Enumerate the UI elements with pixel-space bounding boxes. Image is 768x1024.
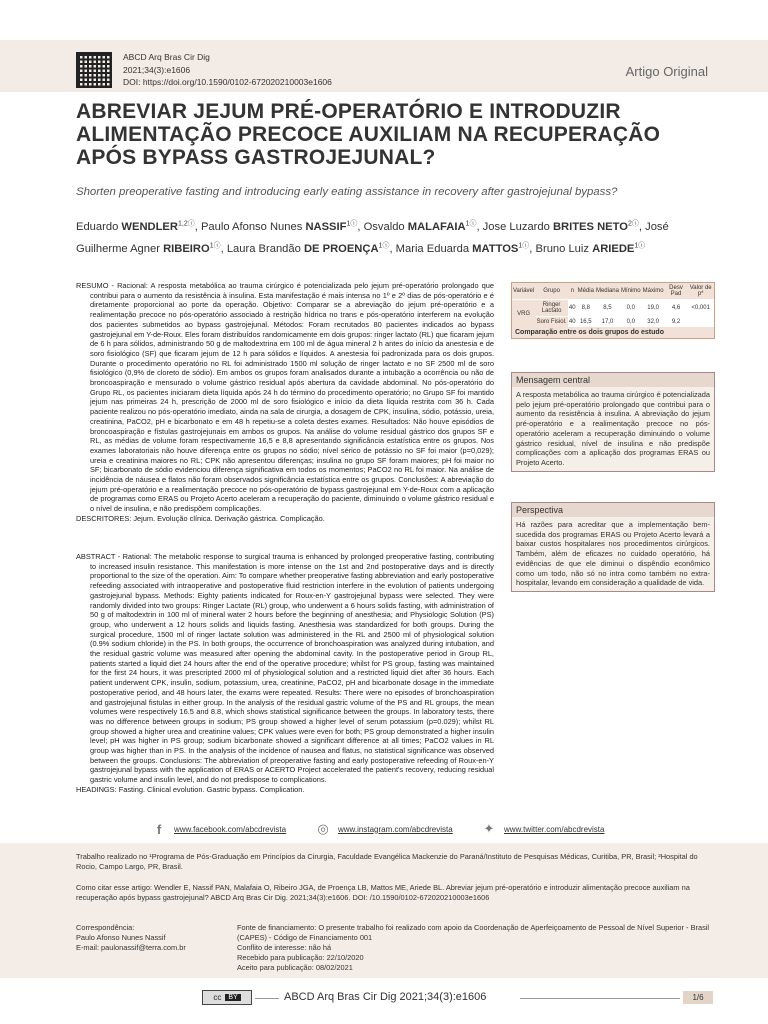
journal-meta: [123, 51, 332, 89]
orcid-icon[interactable]: ⓘ: [631, 220, 639, 227]
orcid-icon[interactable]: ⓘ: [469, 220, 477, 227]
correspondencia: Correspondência: Paulo Afonso Nunes Nassif E-mail: paulonassif@terra.com.br: [76, 923, 226, 953]
author: Maria Eduarda $MATTOS^{1ⓘ}$,: [395, 242, 536, 256]
results-table: [512, 283, 714, 327]
resumo-text: RESUMO - Racional: A resposta metabólica ao trauma cirúrgico é potencializada pelo jejum pré-operatório prolongado que contribui para o aumento da resistência à insulina. Esta manifestação é mais intensa no 1º e 2º dias de pós-operatório e é diretamente proporcional ao porte da operação. Objetivo: Comparar se a abreviação do jejum pré-operatório e a realimentação precoce no pós-operatório associado à restrição hídrica no trans e pós-operatório interferem na evolução dos pacientes submetidos ao bypass gastrojejunal. Métodos: Foram recrutados 80 pacientes indicados ao bypass gastrojejunal em Y-de-Roux. Eles foram distribuídos randomicamente em dois grupos: ringer lactato (RL) que ficaram jejum de 6 h para sólidos, administrando 50 g de maltodextrina em 100 ml de água mineral 2 h antes do início da anestesia e de soro fisiológico (SF) que ficaram jejum de 12 h para sólidos e líquidos. A anestesia foi padronizada para os dois grupos. Durante o procedimento operatório no RL foi administrado 1500 ml solução de ringer lactato e no SF 2500 ml de soro fisiológico (0,9% de cloreto de sódio). Em ambos os grupos foram analisados durante a intubação a ocorrência ou não de broncoaspiração e mensurado o volume gástrico residual após abertura da cavidade abdominal. No pós-operatório do Grupo RL, os pacientes iniciaram dieta líquida após 24 h do término do procedimento operatório; no Grupo SF foi mantido jejum nas primeiras 24 h, prescrição de 2000 ml de soro fisiológico e início da dieta líquida restrita com 36 h. Cada paciente realizou no pós-operatório imediato, ainda na sala de cirurgia, a dosagem de CPK, insulina, sódio, potássio, ureia, creatinina, PaCO2, pH e bicarbonato e em 48 h repetiu-se a coleta destes exames. Resultados: Não houve episódios de broncoaspiração e fístulas gastrojejunais em ambos os grupos. Na análise do volume residual gástrico dos grupos SF e RL, as médias de volume foram respectivamente 16,5 e 8,8 apresentando significância estatística entre os grupos. Nos exames laboratoriais não houve diferença entre os grupos no sódio; nível sérico de potássio no SF foi maior (p=0,029); ureia e creatinina maiores no RL; CPK não apresentou diferenças; insulina no grupo SF foram maiores; pH foi maior no SF; bicarbonato de sódio evidenciou diferença significativa em todos os momentos; PaCO2 no RL foi maior. Na análise de incidência de náusea e flatos não foram observados significância estatística entre os grupos. Conclusões: A abreviação do jejum pré-operatório e a realimentação precoce no pós-operatório de bypass gastrojejunal em Y-de-Roux com a aplicação de programas como ERAS ou Projeto Acerto aceleram a recuperação do paciente, diminuindo o volume gástrico residual e o nível de insulina, e não predispõem complicações.: [76, 281, 494, 514]
author: José Guilherme Agner $RIBEIRO^{1ⓘ}$,: [76, 220, 669, 256]
facebook-icon: f: [156, 821, 162, 837]
page-number: 1/6: [683, 991, 713, 1004]
cc-by-license-icon[interactable]: cc BY: [202, 990, 252, 1005]
author: Bruno Luiz $ARIEDE^{1ⓘ}$: [535, 242, 646, 256]
orcid-icon[interactable]: ⓘ: [350, 220, 358, 227]
author: Laura Brandão DE $PROENÇA^{1ⓘ}$,: [226, 242, 396, 256]
doi-link[interactable]: DOI: https://doi.org/10.1590/0102-672020210003e1606: [123, 77, 332, 87]
orcid-icon[interactable]: ⓘ: [638, 242, 646, 250]
mensagem-central-title: Mensagem central: [512, 373, 714, 387]
orcid-icon[interactable]: ⓘ: [522, 242, 530, 250]
qr-code-icon[interactable]: [76, 52, 112, 88]
perspectiva-box: [511, 502, 715, 592]
instagram-icon: ◎: [317, 821, 329, 836]
author: Osvaldo $MALAFAIA^{1ⓘ}$,: [363, 220, 483, 233]
perspectiva-title: Perspectiva: [512, 503, 714, 517]
headings: HEADINGS: Fasting. Clinical evolution. Gastric bypass. Complication.: [76, 784, 305, 794]
table-row: VRG Ringer Lactato 40 8,8 8,5 0,0 19,0 4,6 <0,001: [512, 300, 714, 317]
descritores: DESCRITORES: Jejum. Evolução clínica. Derivação gástrica. Complicação.: [76, 513, 325, 523]
abstract-section: [76, 552, 494, 795]
table-caption: Comparação entre os dois grupos do estudo: [512, 327, 714, 338]
twitter-icon: ✦: [483, 821, 495, 836]
mensagem-central-text: A resposta metabólica ao trauma cirúrgico é potencializada pelo jejum pré-operatório prolongado que contribui para o aumento da resistência à insulina. A abreviação do jejum pré-operatório e a realimentação precoce no pós-operatório aceleram a recuperação diminuindo o volume gástrico residual, nível de insulina e não predispõe complicações com a aplicação dos programas ERAS ou Projeto Acerto.: [512, 387, 714, 471]
corr-email[interactable]: E-mail: paulonassif@terra.com.br: [76, 943, 186, 952]
article-title: ABREVIAR JEJUM PRÉ-OPERATÓRIO E INTRODUZIR ALIMENTAÇÃO PRECOCE AUXILIAM NA RECUPERAÇÃO APÓS BYPASS GASTROJEJUNAL?: [76, 100, 661, 169]
article-subtitle: Shorten preoperative fasting and introducing early eating assistance in recovery after gastrojejunal bypass?: [76, 186, 618, 198]
author: Jose Luzardo BRITES $NETO^{2ⓘ}$,: [482, 220, 646, 233]
orcid-icon[interactable]: ⓘ: [382, 242, 390, 250]
author: Eduardo $WENDLER^{1,2ⓘ}$,: [76, 220, 201, 233]
journal-volume: 2021;34(3):e1606: [123, 64, 191, 75]
table-header-row: Variável Grupo n Média Mediana Mínimo Máximo Desv Pad Valor de p*: [513, 285, 712, 297]
section-label: Artigo Original: [625, 64, 708, 79]
author-list: [76, 214, 716, 259]
perspectiva-text: Há razões para acreditar que a implementação bem-sucedida dos programas ERAS ou Projeto Acerto levará a baixar custos hospitalares nos procedimentos cirúrgicos. Também, além de eficazes no cuidado operatório, há evidências de que ele diminui o dispêndio econômico como um todo, não só no intra como também no extra-hospitalar, levando em consideração a qualidade de vida.: [512, 517, 714, 591]
journal-short: ABCD Arq Bras Cir Dig: [123, 52, 210, 62]
trabalho-realizado: Trabalho realizado no ¹Programa de Pós-Graduação em Princípios da Cirurgia, Faculdade Evangélica Mackenzie do Paraná/Instituto de Pesquisas Médicas, Curitiba, PR, Brasil; ²Hospital do Rocio, Campo Largo, PR, Brasil.: [76, 852, 698, 871]
divider: [255, 998, 279, 999]
funding-info: Fonte de financiamento: O presente trabalho foi realizado com apoio da Coordenação de Aperfeiçoamento de Pessoal de Nível Superior - Brasil (CAPES) - Código de Financiamento 001 Conflito de interesse: não há Recebido para publicação: 22/10/2020 Aceito para publicação: 08/02/2021: [237, 923, 710, 972]
instagram-link[interactable]: ◎ www.instagram.com/abcdrevista: [314, 816, 453, 842]
orcid-icon[interactable]: ⓘ: [213, 242, 221, 250]
abstract-text: ABSTRACT - Rational: The metabolic response to surgical trauma is enhanced by prolonged preoperative fasting, contributing to increased insulin resistance. This manifestation is more intense on the 1st and 2nd postoperative days and is directly proportional to the size of the operation. Aim: To compare whether preoperative fasting abbreviation and early postoperative refeeding associated with intraoperative and postoperative fluid restriction interfere in the evolution of patients undergoing gastrojejunal bypass. Methods: Eighty patients indicated for Roux-en-Y gastrojejunal bypass were selected. They were randomly divided into two groups: Ringer Lactate (RL) group, who underwent a 6 hours solids fasting, with administration of 50 g of maltodextrin in 100 ml of mineral water 2 hours before the beginning of anesthesia; and Physiologic Solution (PS) group, who underwent a 12 hours solids and liquids fasting. Anesthesia was standardized for both groups. During the surgical procedure, 1500 ml of ringer lactate solution was administered in the RL and 2500 ml of physiological solution (0.9% sodium chloride) in the PS. In both groups, the occurrence of bronchoaspiration was analyzed during intubation, and the residual gastric volume was measured after opening the abdominal cavity. In the postoperative period in Group RL, patients started a liquid diet 24 hours after the end of the operative procedure; whilst for PS group, fasting was maintained for the first 24 hours, it was prescripted 2000 ml of physiological solution and a restricted liquid diet after 36 hours. Each patient underwent CPK, insulin, sodium, potassium, urea, creatinine, PaCO2, pH and bicarbonate dosage in the immediate postoperative period, and 48 hours later, the exams were repeated. Results: There were no episodes of bronchoaspiration and gastrojejunal fistulas in either group. In the analysis of the residual gastric volume of the PS and RL groups, the mean volumes were respectively 16.5 and 8.8, which shows statistical significance between the groups. In laboratory tests, there was no difference between groups in sodium; PS group showed a higher level of serum potassium (p=0.029); whilst RL group showed a higher urea and creatinine values; CPK values were even for both; PS group demonstrated a higher insulin level; pH was higher in PS group; sodium bicarbonate showed a significant difference at all times; PaCO2 values in RL group was higher than in PS. In the analysis of the incidence of nausea and flatus, no statistical significance was observed between the groups. Conclusions: The abbreviation of preoperative fasting and early postoperative refeeding of Roux-en-Y gastrojejunal bypass with the application of ERAS or ACERTO Project accelerated the patient's recovery, reducing residual gastric volume and insulin level, and do not predispose to complications.: [76, 552, 494, 785]
author: Paulo Afonso Nunes $NASSIF^{1ⓘ}$,: [200, 220, 364, 233]
table-row: Soro Fisiol. 40 16,5 17,0 0,0 32,0 9,2: [512, 317, 714, 328]
bottom-journal-ref: ABCD Arq Bras Cir Dig 2021;34(3):e1606: [284, 991, 487, 1003]
divider: [520, 998, 680, 999]
como-citar: Como citar esse artigo: Wendler E, Nassif PAN, Malafaia O, Ribeiro JGA, de Proença LB, Mattos ME, Ariede BL. Abreviar jejum pré-operatório e introduzir alimentação precoce auxiliam na recuperação após bypass gastrojejunal? ABCD Arq Bras Cir Dig. 2021;34(3):e1606. DOI: /10.1590/0102-672020210003e1606: [76, 883, 690, 902]
resumo-section: [76, 281, 494, 524]
mensagem-central-box: [511, 372, 715, 472]
orcid-icon[interactable]: ⓘ: [187, 220, 195, 227]
results-table-box: [511, 282, 715, 339]
twitter-link[interactable]: ✦ www.twitter.com/abcdrevista: [480, 816, 604, 842]
facebook-link[interactable]: f www.facebook.com/abcdrevista: [150, 816, 286, 842]
